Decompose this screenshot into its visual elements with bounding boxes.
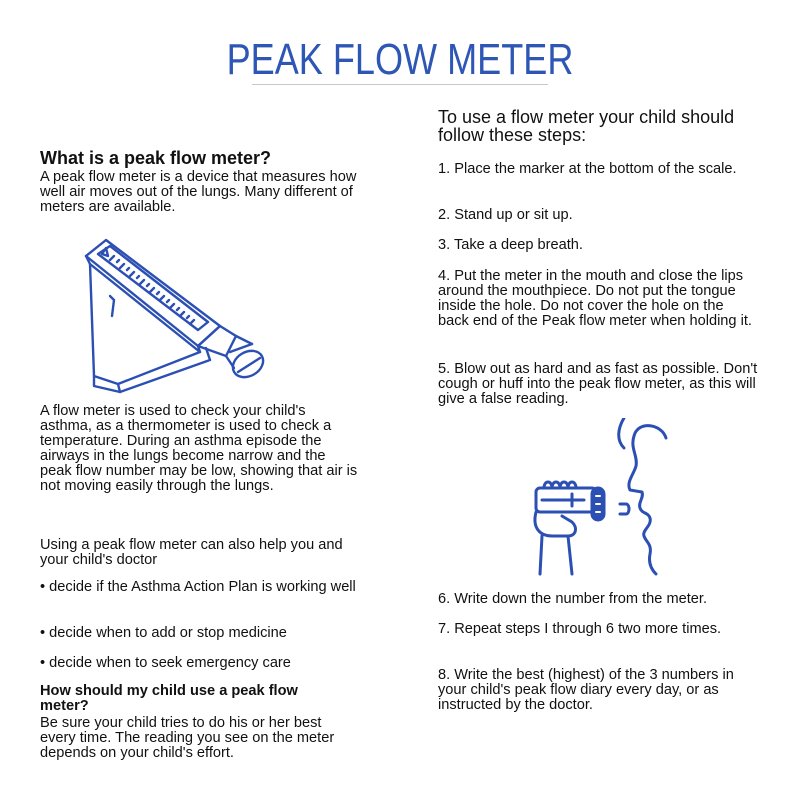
steps-intro: To use a flow meter your child should follow these steps: [438, 107, 735, 145]
step-item: 1. Place the marker at the bottom of the scale. [438, 161, 737, 177]
peak-flow-meter-device-icon [80, 236, 280, 396]
person-blowing-into-meter-icon [512, 418, 682, 578]
step-item: 7. Repeat steps I through 6 two more times. [438, 621, 722, 637]
section-heading-what-is: What is a peak flow meter? [40, 148, 272, 168]
intro-paragraph: A peak flow meter is a device that measures how well air moves out of the lungs. Many different of meters are available. [40, 169, 357, 215]
section-heading-how-to-use: How should my child use a peak flow meter? [40, 683, 298, 714]
step-item: 4. Put the meter in the mouth and close the lips around the mouthpiece. Do not put the tongue inside the hole. Do not cover the hole on the back end of the Peak flow meter when holding it. [438, 268, 752, 329]
page-title: PEAK FLOW METER [226, 35, 574, 84]
help-intro-paragraph: Using a peak flow meter can also help you and your child's doctor [40, 537, 343, 568]
title-divider [252, 84, 548, 85]
explanation-paragraph: A flow meter is used to check your child's asthma, as a thermometer is used to check a temperature. During an asthma episode the airways in the lungs become narrow and the peak flow number may be low, showing that air is not moving easily through the lungs. [40, 403, 358, 494]
effort-paragraph: Be sure your child tries to do his or her best every time. The reading you see on the meter depends on your child's effort. [40, 715, 335, 761]
bullet-item: • decide when to seek emergency care [40, 655, 291, 671]
step-item: 6. Write down the number from the meter. [438, 591, 708, 607]
step-item: 8. Write the best (highest) of the 3 numbers in your child's peak flow diary every day, or as instructed by the doctor. [438, 667, 734, 713]
step-item: 2. Stand up or sit up. [438, 207, 573, 223]
bullet-item: • decide when to add or stop medicine [40, 625, 287, 641]
step-item: 3. Take a deep breath. [438, 237, 583, 253]
step-item: 5. Blow out as hard and as fast as possible. Don't cough or huff into the peak flow meter, as this will give a false reading. [438, 361, 758, 407]
bullet-item: • decide if the Asthma Action Plan is working well [40, 579, 356, 595]
